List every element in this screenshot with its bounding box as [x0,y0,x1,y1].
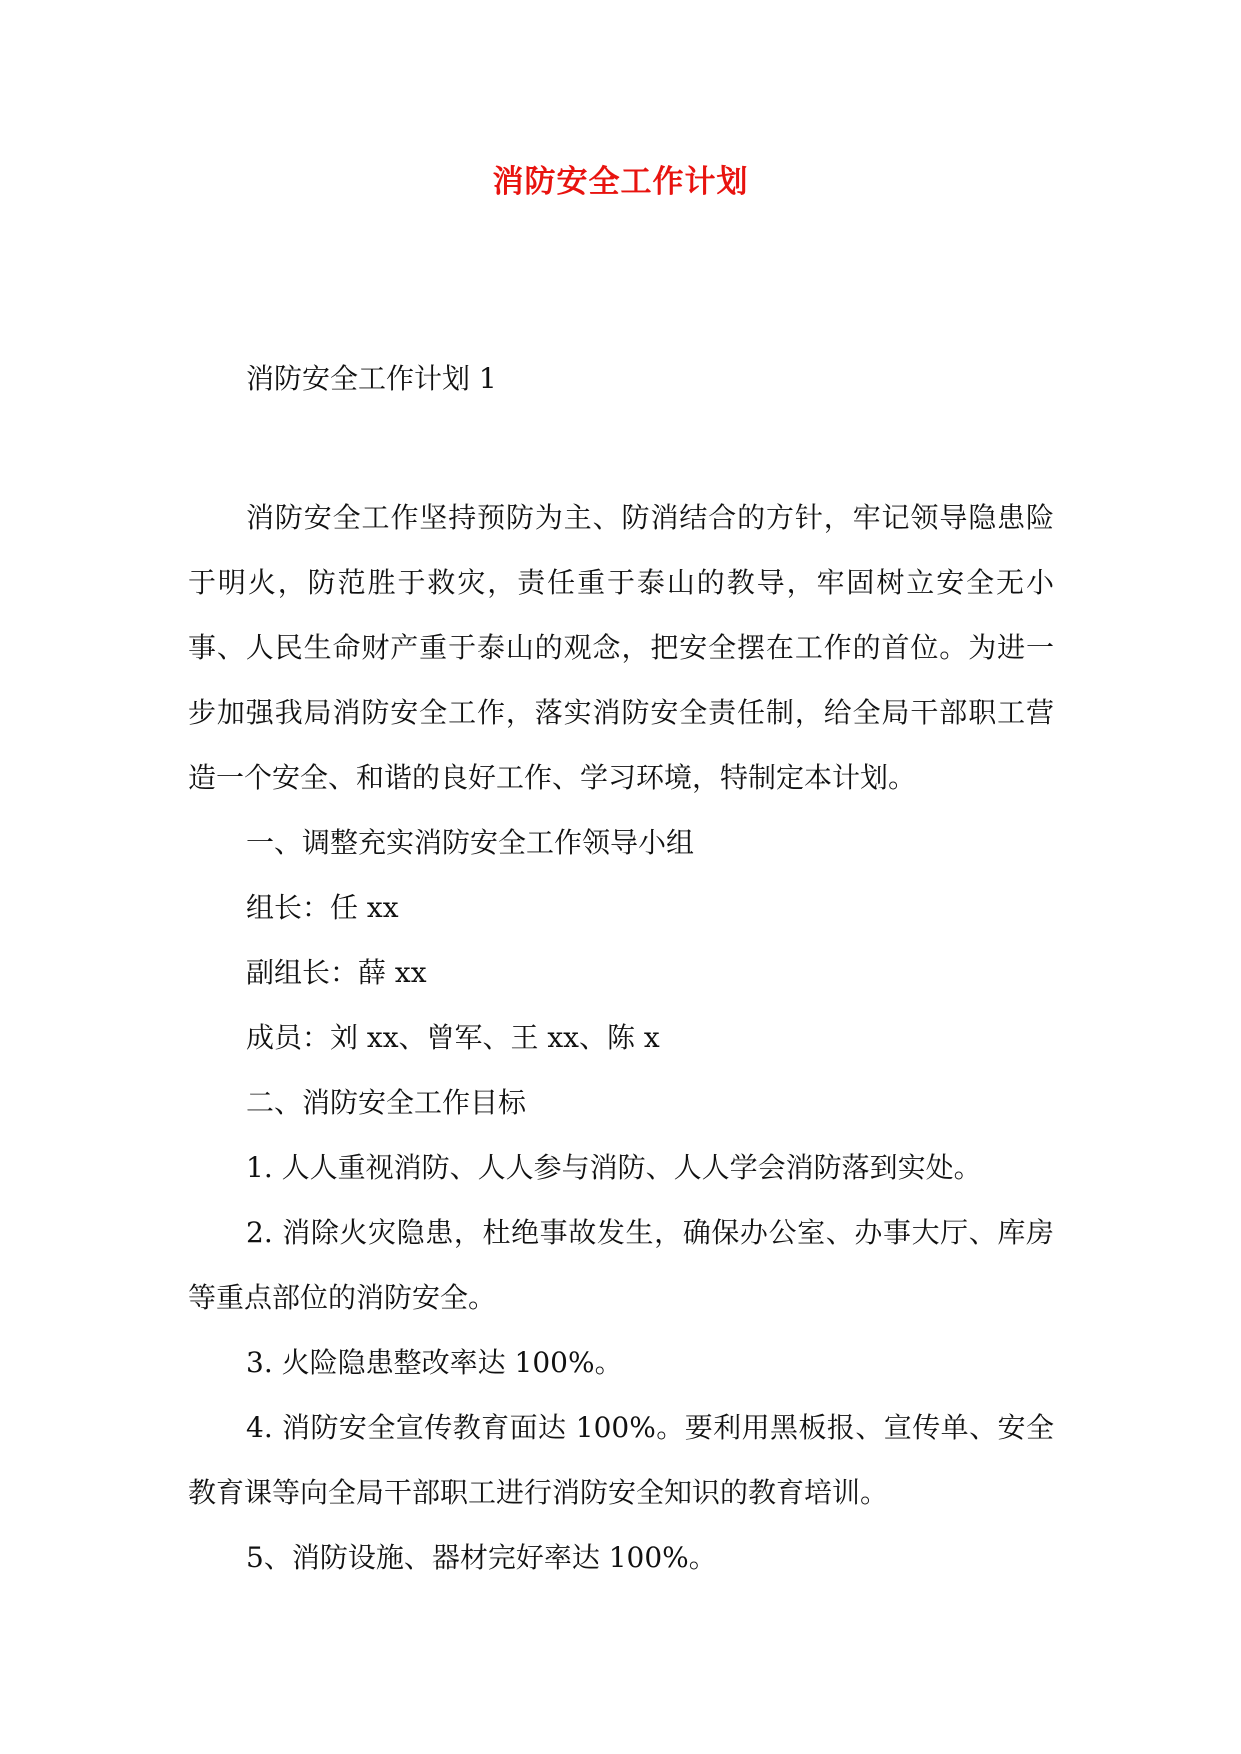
goal-item-3: 3. 火险隐患整改率达 100%。 [246,1346,623,1379]
section-heading: 消防安全工作计划 1 [246,362,497,395]
members-line: 成员：刘 xx、曾军、王 xx、陈 x [246,1021,660,1054]
goal-item-2: 2. 消除火灾隐患，杜绝事故发生，确保办公室、办事大厅、库房等重点部位的消防安全。 [188,1216,1054,1314]
goal-item-1: 1. 人人重视消防、人人参与消防、人人学会消防落到实处。 [246,1151,982,1184]
document-title: 消防安全工作计划 [492,164,749,200]
goal-item-5: 5、消防设施、器材完好率达 100%。 [246,1541,717,1574]
heading-safety-goals: 二、消防安全工作目标 [246,1086,527,1119]
heading-leadership-group: 一、调整充实消防安全工作领导小组 [246,826,695,859]
deputy-leader-line: 副组长：薛 xx [246,956,427,989]
goal-item-4: 4. 消防安全宣传教育面达 100%。要利用黑板报、宣传单、安全教育课等向全局干部职工进行消防安全知识的教育培训。 [188,1411,1054,1509]
document-body [188,485,1054,1590]
intro-paragraph: 消防安全工作坚持预防为主、防消结合的方针，牢记领导隐患险于明火，防范胜于救灾，责任重于泰山的教导，牢固树立安全无小事、人民生命财产重于泰山的观念，把安全摆在工作的首位。为进一步加强我局消防安全工作，落实消防安全责任制，给全局干部职工营造一个安全、和谐的良好工作、学习环境，特制定本计划。 [188,501,1054,794]
group-leader-line: 组长：任 xx [246,891,399,924]
